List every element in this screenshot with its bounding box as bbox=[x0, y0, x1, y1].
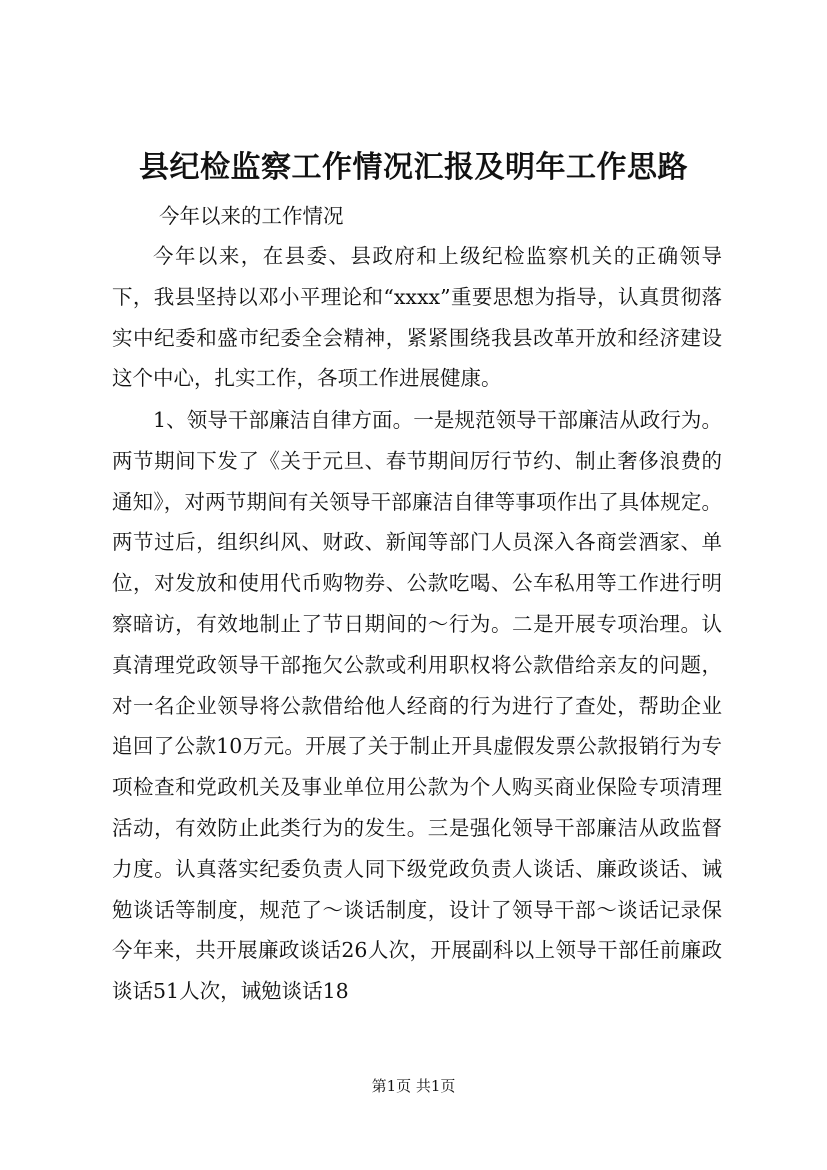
document-title: 县纪检监察工作情况汇报及明年工作思路 bbox=[139, 150, 688, 185]
paragraph-intro: 今年以来，在县委、县政府和上级纪检监察机关的正确领导下，我县坚持以邓小平理论和“xxxx”重要思想为指导，认真贯彻落实中纪委和盛市纪委全会精神，紧紧围绕我县改革开放和经济建设这个中心，扎实工作，各项工作进展健康。 bbox=[112, 244, 722, 391]
page-number-footer: 第1页 共1页 bbox=[371, 1077, 456, 1095]
section-heading: 今年以来的工作情况 bbox=[159, 204, 344, 228]
paragraph-clean-governance: 1、领导干部廉洁自律方面。一是规范领导干部廉洁从政行为。两节期间下发了《关于元旦、春节期间厉行节约、制止奢侈浪费的通知》，对两节期间有关领导干部廉洁自律等事项作出了具体规定。两节过后，组织纠风、财政、新闻等部门人员深入各商尝酒家、单位，对发放和使用代币购物券、公款吃喝、公车私用等工作进行明察暗访，有效地制止了节日期间的～行为。二是开展专项治理。认真清理党政领导干部拖欠公款或利用职权将公款借给亲友的问题，对一名企业领导将公款借给他人经商的行为进行了查处，帮助企业追回了公款10万元。开展了关于制止开具虚假发票公款报销行为专项检查和党政机关及事业单位用公款为个人购买商业保险专项清理活动，有效防止此类行为的发生。三是强化领导干部廉洁从政监督力度。认真落实纪委负责人同下级党政负责人谈话、廉政谈话、诫勉谈话等制度，规范了～谈话制度，设计了领导干部～谈话记录保今年来，共开展廉政谈话26人次，开展副科以上领导干部任前廉政谈话51人次，诫勉谈话18 bbox=[112, 408, 722, 1004]
